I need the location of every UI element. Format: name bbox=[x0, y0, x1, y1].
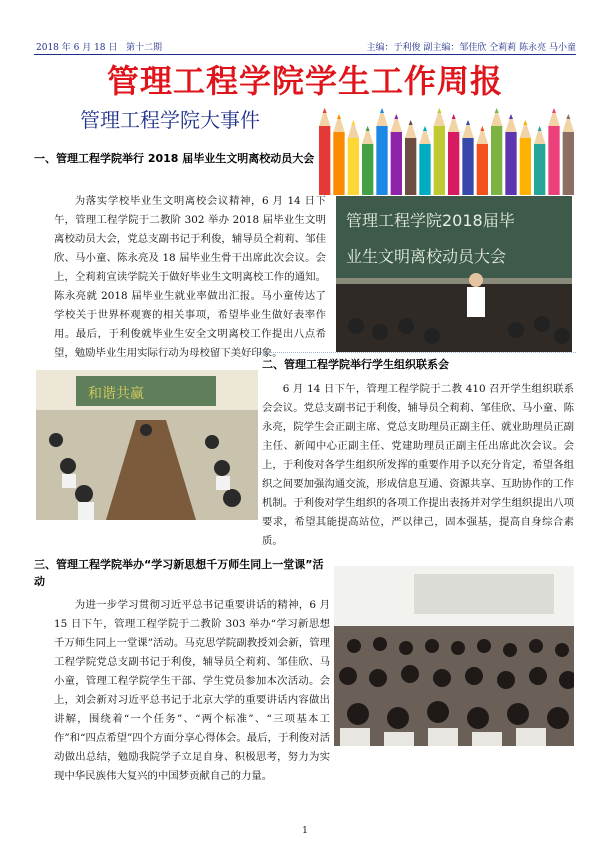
colored-pencils-image bbox=[318, 100, 576, 195]
section-divider bbox=[258, 352, 576, 353]
graduation-meeting-photo bbox=[336, 196, 572, 352]
page-number: 1 bbox=[302, 826, 308, 836]
student-organization-meeting-photo bbox=[36, 370, 258, 520]
header-rule bbox=[34, 54, 576, 55]
section-3-title: 三、管理工程学院举办“学习新思想千万师生同上一堂课”活动 bbox=[34, 558, 324, 588]
lecture-hall-photo bbox=[334, 566, 574, 746]
section-1-title: 一、管理工程学院举行 2018 届毕业生文明离校动员大会 bbox=[34, 152, 315, 165]
section-3-body: 为进一步学习贯彻习近平总书记重要讲话的精神，6 月 15 日下午，管理工程学院于二教阶 303 举办“学习新思想千万师生同上一堂课”活动。马克思学院副教授刘会新，管理工程学院党总支副书记于利俊，辅导员仝莉莉、邹佳欣、马小童，管理工程学院学生干部、学生党员参加本次活动。会上，刘会新对习近平总书记于北京大学的重要讲话内容做出讲解，围绕着“一个任务”、“两个标准”、“三项基本工作”和“四点希望”四个方面分享心得体会。最后，于利俊对活动做出总结，勉励我院学子立足自身、积极思考，努力为实现中华民族伟大复兴的中国梦贡献自己的力量。 bbox=[54, 599, 330, 782]
section-2-title: 二、管理工程学院举行学生组织联系会 bbox=[262, 358, 449, 371]
newsletter-subtitle: 管理工程学院大事件 bbox=[80, 108, 260, 132]
header-date-issue bbox=[36, 40, 162, 53]
section-1-body: 为落实学校毕业生文明离校会议精神，6 月 14 日下午，管理工程学院于二教阶 302 举办 2018 届毕业生文明离校动员大会，党总支副书记于利俊，辅导员仝莉莉、邹佳欣、马小童、陈永亮及 18 届毕业生骨干出席此次会议。会上，仝莉莉宣读学院关于做好毕业生文明离校工作的通知。陈永亮就 2018 届毕业生就业率做出汇报。马小童传达了学校关于世界杯观赛的相关事项，希望毕业生做好表率作用。最后，于利俊就毕业生安全文明离校工作提出八点希望，勉励毕业生用实际行动为母校留下美好印象。 bbox=[54, 195, 326, 359]
photo-board-line-1: 管理工程学院2018届毕 bbox=[346, 211, 515, 230]
section-2-body: 6 月 14 日下午，管理工程学院于二教 410 召开学生组织联系会会议。党总支副书记于利俊，辅导员仝莉莉、邹佳欣、马小童、陈永亮，院学生会正副主席、党总支助理员正副主任、就业助理员正副主任、新闻中心正副主任、党建助理员正副主任出席此次会议。会上，于利俊对各学生组织所发挥的重要作用予以充分肯定，希望各组织之间要加强沟通交流，形成信息互通、资源共享、互助协作的工作机制。于利俊对学生组织的各项工作提出表扬并对学生组织提出八项要求，希望其能提高站位，严以律己，固本强基，提高自身综合素质。 bbox=[262, 383, 574, 547]
photo-board-line-2: 业生文明离校动员大会 bbox=[346, 247, 507, 266]
header-editors: 主编：于利俊 副主编：邹佳欣 仝莉莉 陈永亮 马小童 bbox=[366, 43, 576, 53]
issue-date: 2018 年 6 月 18 日 bbox=[36, 43, 118, 53]
issue-number: 第十二期 bbox=[125, 43, 162, 53]
newsletter-title: 管理工程学院学生工作周报 bbox=[106, 62, 503, 100]
photo-board-text: 和谐共赢 bbox=[88, 386, 144, 402]
